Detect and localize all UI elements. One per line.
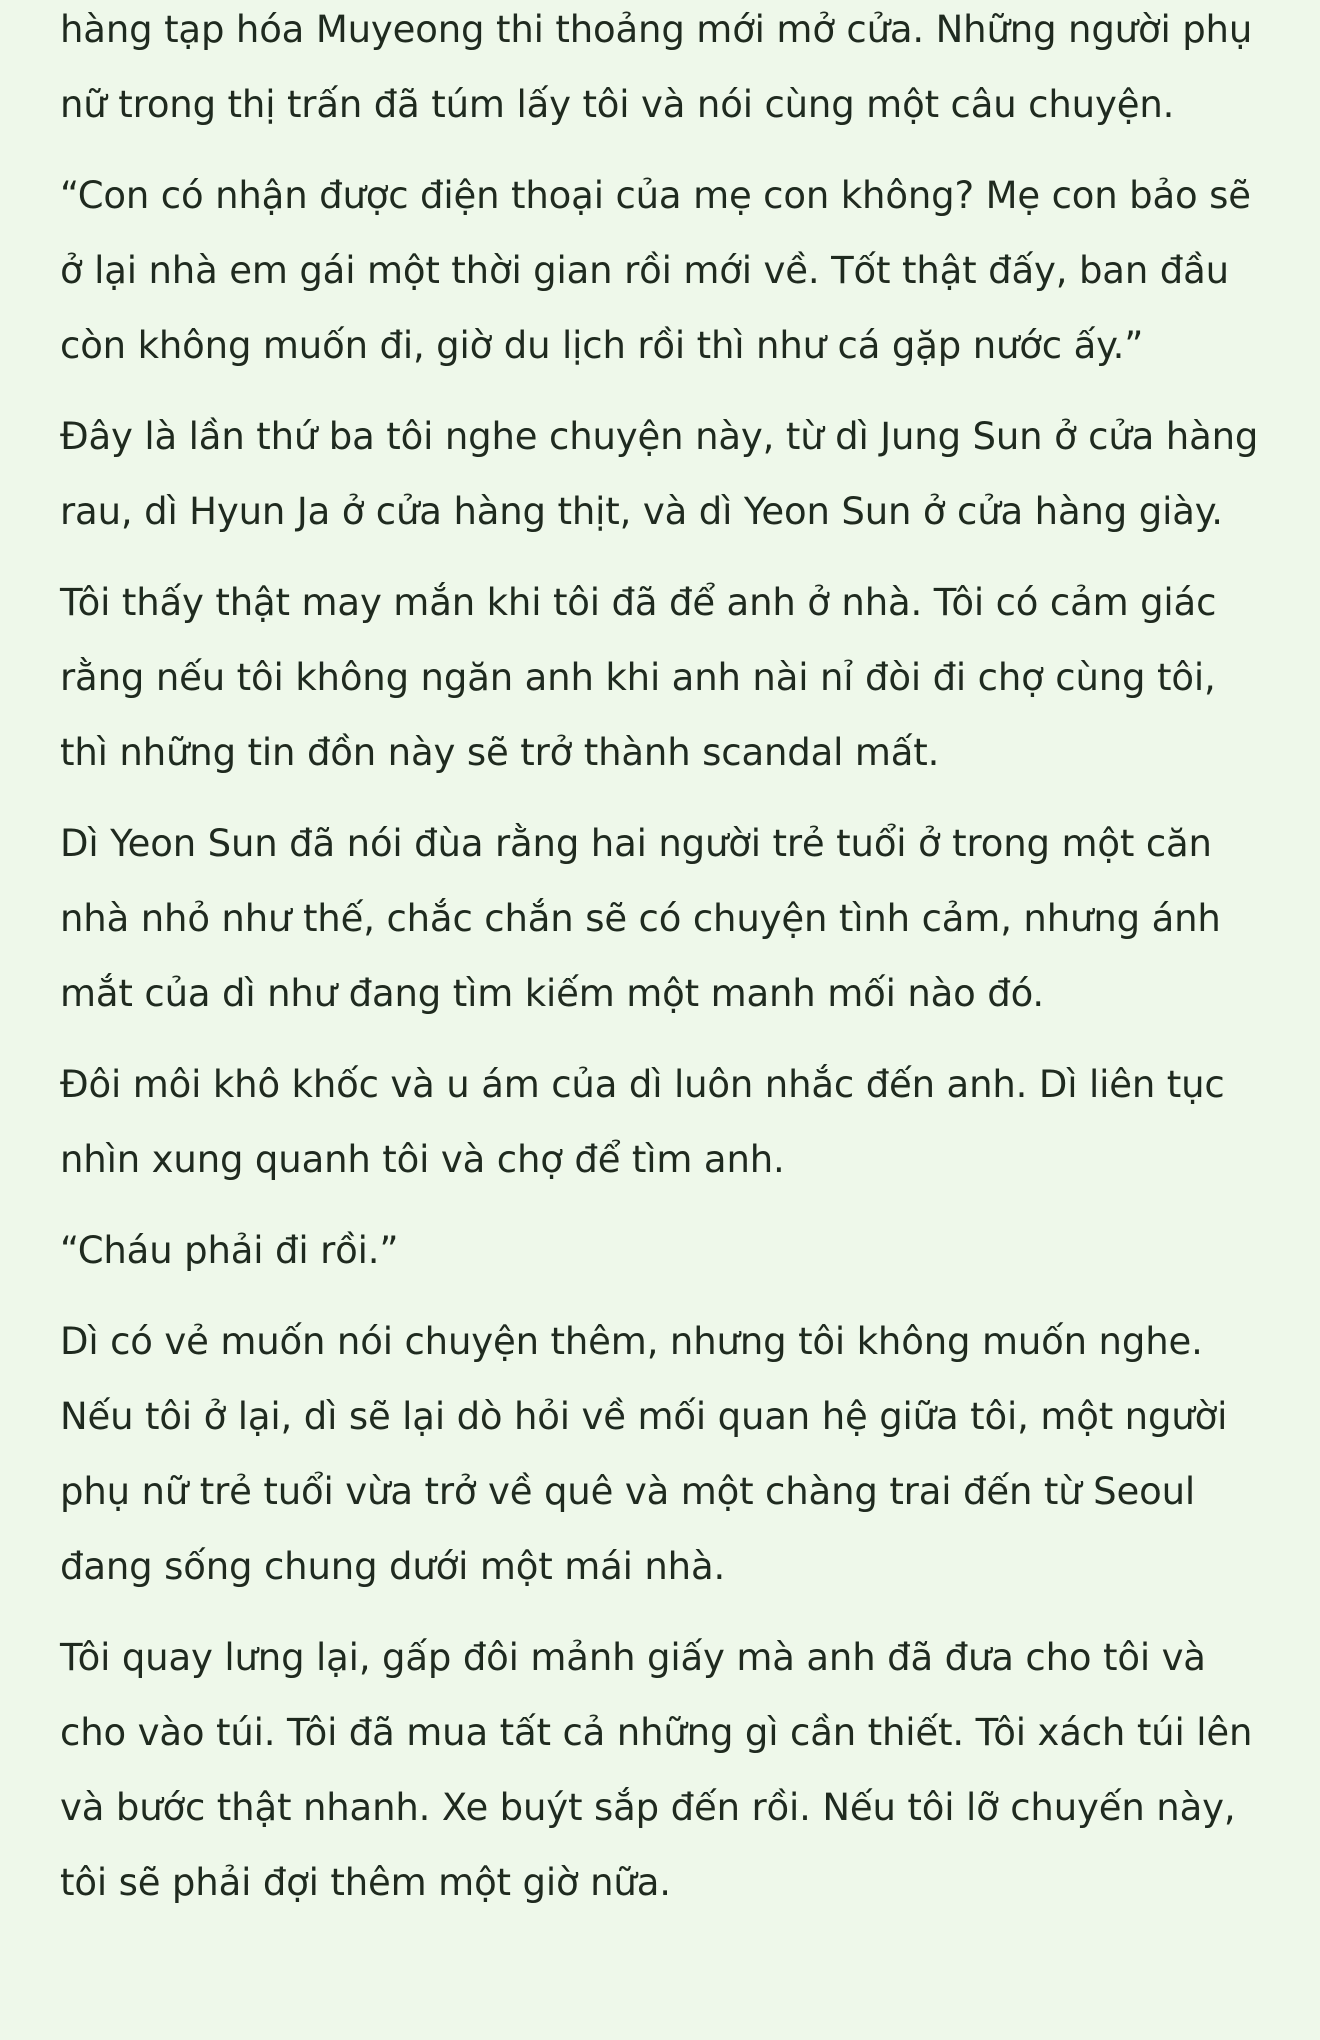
- paragraph: “Con có nhận được điện thoại của mẹ con không? Mẹ con bảo sẽ ở lại nhà em gái một thời gian rồi mới về. Tốt thật đấy, ban đầu còn không muốn đi, giờ du lịch rồi thì như cá gặp nước ấy.”: [60, 174, 1251, 367]
- paragraph: Dì Yeon Sun đã nói đùa rằng hai người trẻ tuổi ở trong một căn nhà nhỏ như thế, chắc chắn sẽ có chuyện tình cảm, nhưng ánh mắt của dì như đang tìm kiếm một manh mối nào đó.: [60, 822, 1221, 1015]
- paragraph: “Cháu phải đi rồi.”: [60, 1229, 399, 1272]
- paragraph: hàng tạp hóa Muyeong thi thoảng mới mở cửa. Những người phụ nữ trong thị trấn đã túm lấy tôi và nói cùng một câu chuyện.: [60, 8, 1253, 126]
- paragraph: Đây là lần thứ ba tôi nghe chuyện này, từ dì Jung Sun ở cửa hàng rau, dì Hyun Ja ở cửa hàng thịt, và dì Yeon Sun ở cửa hàng giày.: [60, 415, 1259, 533]
- chapter-text: [60, 0, 1260, 1936]
- paragraph: Tôi thấy thật may mắn khi tôi đã để anh ở nhà. Tôi có cảm giác rằng nếu tôi không ngăn anh khi anh nài nỉ đòi đi chợ cùng tôi, thì những tin đồn này sẽ trở thành scandal mất.: [60, 581, 1217, 774]
- paragraph: Đôi môi khô khốc và u ám của dì luôn nhắc đến anh. Dì liên tục nhìn xung quanh tôi và chợ để tìm anh.: [60, 1063, 1225, 1181]
- paragraph: Dì có vẻ muốn nói chuyện thêm, nhưng tôi không muốn nghe. Nếu tôi ở lại, dì sẽ lại dò hỏi về mối quan hệ giữa tôi, một người phụ nữ trẻ tuổi vừa trở về quê và một chàng trai đến từ Seoul đang sống chung dưới một mái nhà.: [60, 1320, 1228, 1588]
- paragraph: Tôi quay lưng lại, gấp đôi mảnh giấy mà anh đã đưa cho tôi và cho vào túi. Tôi đã mua tất cả những gì cần thiết. Tôi xách túi lên và bước thật nhanh. Xe buýt sắp đến rồi. Nếu tôi lỡ chuyến này, tôi sẽ phải đợi thêm một giờ nữa.: [60, 1636, 1253, 1904]
